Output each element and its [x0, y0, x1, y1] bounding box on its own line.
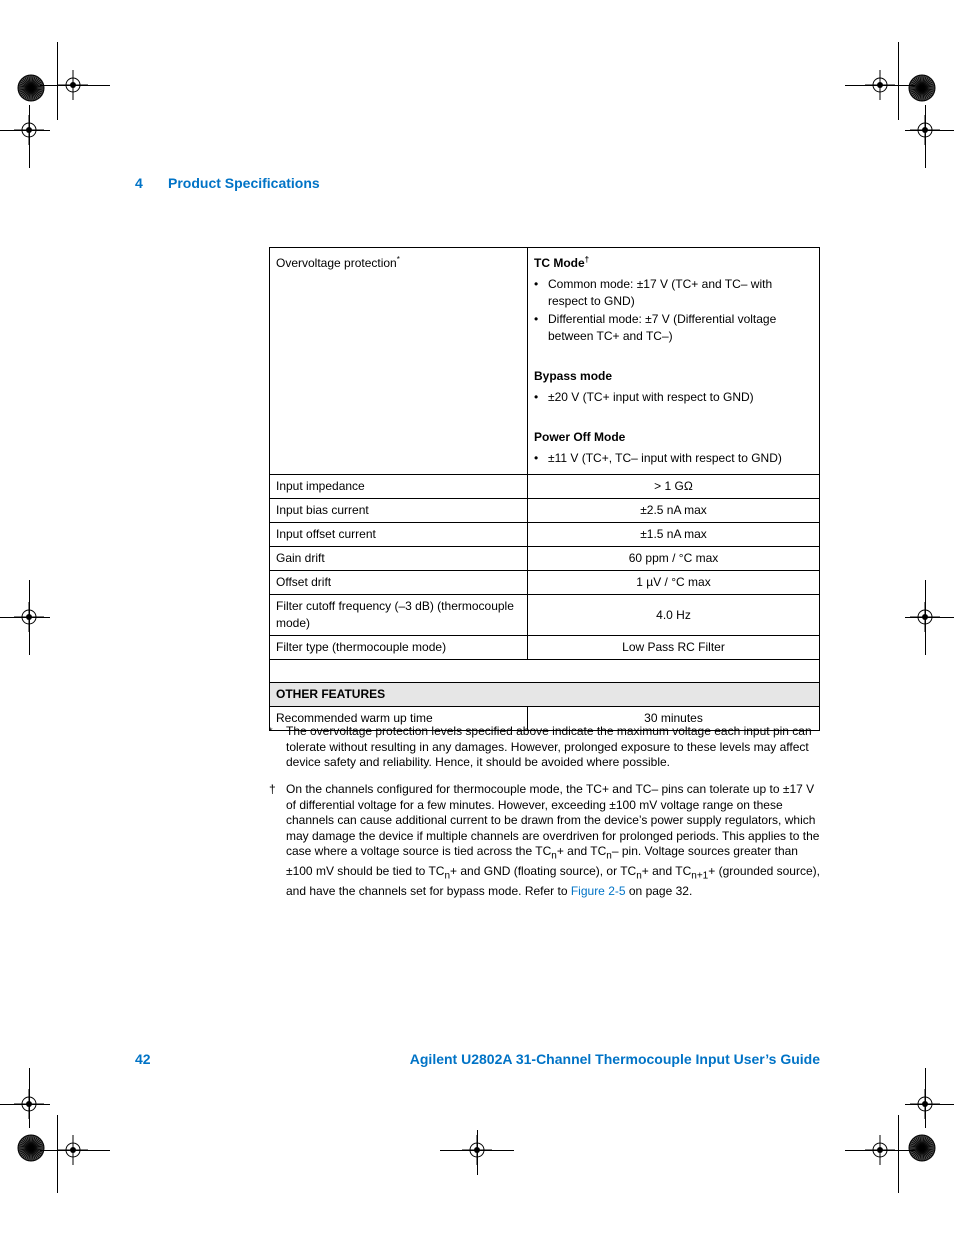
overvoltage-label: Overvoltage protection	[276, 256, 397, 270]
guide-title: Agilent U2802A 31-Channel Thermocouple Input User’s Guide	[409, 1051, 820, 1067]
row-label: Input offset current	[270, 523, 528, 547]
row-label: Input impedance	[270, 475, 528, 499]
section-title: OTHER FEATURES	[270, 683, 820, 707]
row-label: Gain drift	[270, 547, 528, 571]
table-row	[270, 248, 820, 475]
table-row	[270, 547, 820, 571]
row-value: ±2.5 nA max	[528, 499, 820, 523]
list-item: • ±11 V (TC+, TC– input with respect to GND)	[534, 450, 813, 467]
crop-line	[925, 105, 926, 168]
crop-line	[905, 1104, 954, 1105]
color-target-icon	[17, 74, 45, 102]
crop-line	[29, 105, 30, 168]
page-header	[135, 175, 320, 191]
crop-line	[29, 1068, 30, 1128]
list-item: • Differential mode: ±7 V (Differential voltage between TC+ and TC–)	[534, 311, 813, 345]
crop-line	[845, 85, 915, 86]
bypass-mode-title: Bypass mode	[534, 369, 613, 383]
chapter-number: 4	[135, 175, 143, 191]
crop-line	[905, 617, 954, 618]
tc-mode-title: TC Mode†	[534, 255, 590, 270]
footnote-2	[269, 782, 820, 900]
bypass-list	[534, 389, 813, 406]
footnote-mark: *	[269, 726, 273, 736]
row-value: 30 minutes	[528, 707, 820, 731]
row-label: Offset drift	[270, 571, 528, 595]
chapter-title: Product Specifications	[168, 175, 320, 191]
footnote-text: On the channels configured for thermocouple mode, the TC+ and TC– pins can tolerate up to ±17 V of differential voltage for a few minutes. However, exceeding ±100 mV voltage range on these channels can cause additional current to be drawn from the device’s power supply regulators, which may damage the device if multiple channels are overdriven for prolonged periods. This applies to the case where a voltage source is tied across the $TC_n+$ and $TC_n-$ pin. Voltage sources greater than ±100 mV should be tied to $TC_n+$ and GND (floating source), or $TC_n+$ and $TC_{n+1}+$ (grounded source), and have the channels set for bypass mode. Refer to Figure 2-5 on page 32.	[286, 782, 820, 899]
tc-mode-list	[534, 276, 813, 345]
power-off-list	[534, 450, 813, 467]
crop-line	[0, 130, 50, 131]
footnote-mark: †	[269, 782, 276, 796]
row-label: Input bias current	[270, 499, 528, 523]
row-value: 1 µV / °C max	[528, 571, 820, 595]
overvoltage-label-cell	[270, 248, 528, 475]
footnote-text: The overvoltage protection levels specified above indicate the maximum voltage each input pin can tolerate without resulting in any damages. However, prolonged exposure to these levels may affect device safety and reliability. Hence, it should be avoided where possible.	[286, 724, 812, 770]
crop-line	[40, 85, 110, 86]
crop-line	[57, 1115, 58, 1193]
list-item: • ±20 V (TC+ input with respect to GND)	[534, 389, 813, 406]
list-item: • Common mode: ±17 V (TC+ and TC– with respect to GND)	[534, 276, 813, 310]
row-value: 4.0 Hz	[528, 595, 820, 636]
crop-line	[845, 1150, 915, 1151]
crop-line	[57, 42, 58, 120]
crop-line	[925, 1068, 926, 1128]
crop-line	[898, 42, 899, 120]
table-row	[270, 636, 820, 660]
footnote-ref: *	[396, 255, 400, 264]
row-label: Recommended warm up time	[270, 707, 528, 731]
footnote-1	[269, 724, 820, 771]
row-value: Low Pass RC Filter	[528, 636, 820, 660]
row-label: Filter cutoff frequency (–3 dB) (thermocouple mode)	[270, 595, 528, 636]
crop-line	[0, 617, 50, 618]
row-value: ±1.5 nA max	[528, 523, 820, 547]
overvoltage-value-cell	[528, 248, 820, 475]
color-target-icon	[908, 1134, 936, 1162]
table-row	[270, 499, 820, 523]
spec-table	[269, 247, 820, 731]
crop-line	[40, 1150, 110, 1151]
page-footer	[135, 1051, 820, 1067]
table-row	[270, 475, 820, 499]
crop-line	[905, 130, 954, 131]
row-value: 60 ppm / °C max	[528, 547, 820, 571]
power-off-mode-title: Power Off Mode	[534, 430, 626, 444]
color-target-icon	[17, 1134, 45, 1162]
row-value: > 1 GΩ	[528, 475, 820, 499]
crop-line	[0, 1104, 50, 1105]
table-row	[270, 523, 820, 547]
crop-line	[477, 1130, 478, 1175]
color-target-icon	[908, 74, 936, 102]
table-row	[270, 571, 820, 595]
empty-row	[270, 660, 820, 683]
page-number: 42	[135, 1051, 151, 1067]
table-row	[270, 595, 820, 636]
row-label: Filter type (thermocouple mode)	[270, 636, 528, 660]
figure-link[interactable]: Figure 2-5	[570, 884, 626, 899]
crop-line	[898, 1115, 899, 1193]
section-header-row	[270, 683, 820, 707]
